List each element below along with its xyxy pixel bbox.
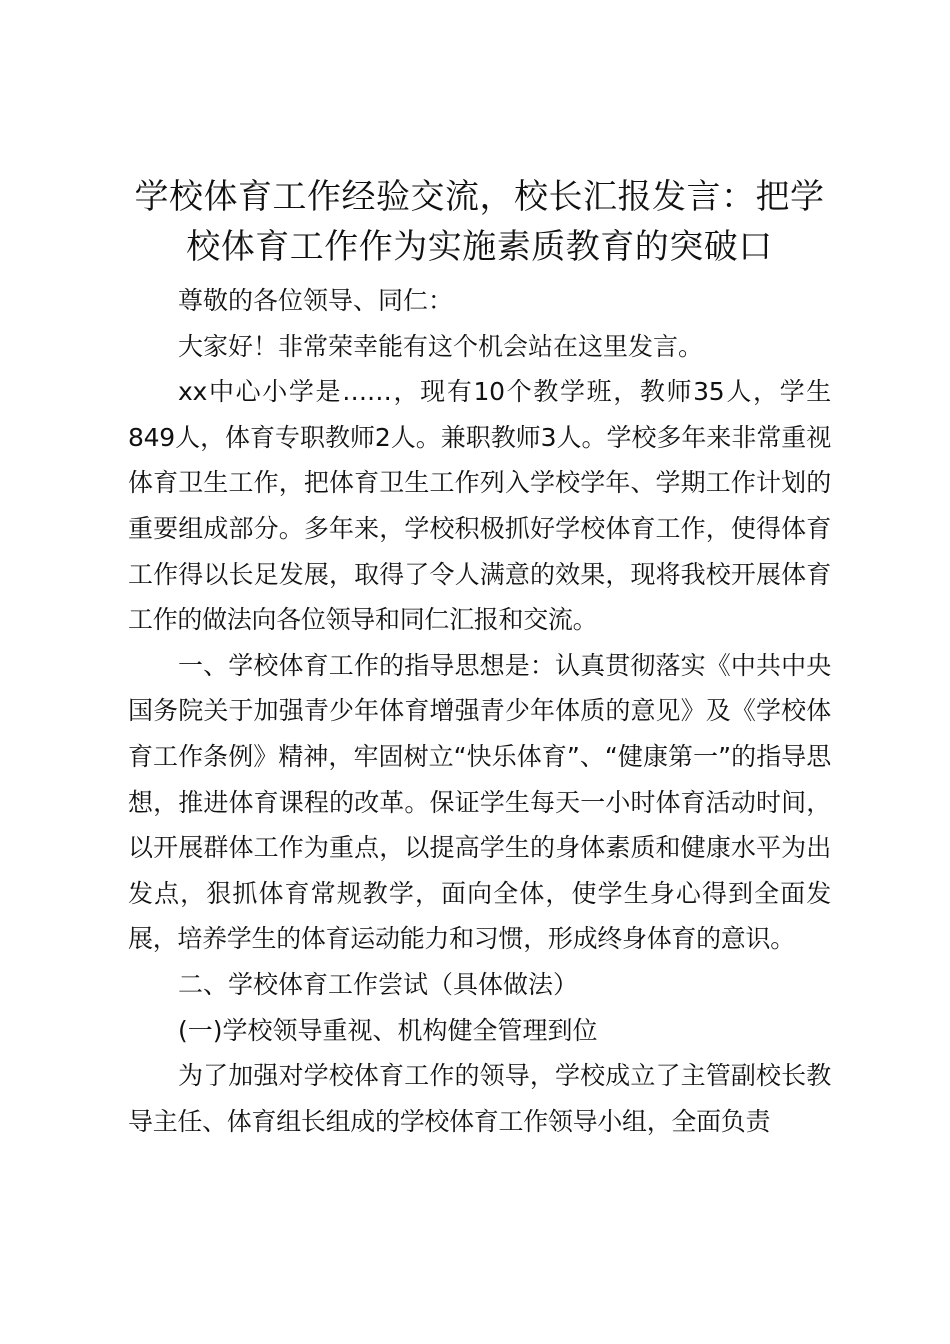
- document-title: 学校体育工作经验交流，校长汇报发言：把学校体育工作作为实施素质教育的突破口: [134, 177, 825, 267]
- section-heading-practices: 二、学校体育工作尝试（具体做法）: [178, 969, 579, 999]
- paragraph-leadership-group: 为了加强对学校体育工作的领导，学校成立了主管副校长教导主任、体育组长组成的学校体育工作领导小组，全面负责: [128, 1061, 831, 1136]
- subsection-heading-leadership: (一)学校领导重视、机构健全管理到位: [178, 1015, 598, 1045]
- paragraph-salutation: 尊敬的各位领导、同仁：: [178, 286, 454, 315]
- document-page: [128, 172, 831, 1144]
- paragraph-school-intro: xx中心小学是……，现有10个教学班，教师35人，学生849人，体育专职教师2人。兼职教师3人。学校多年来非常重视体育卫生工作，把体育卫生工作列入学校学年、学期工作计划的重要组成部分。多年来，学校积极抓好学校体育工作，使得体育工作得以长足发展，取得了令人满意的效果，现将我校开展体育工作的做法向各位领导和同仁汇报和交流。: [128, 377, 831, 635]
- paragraph-greeting: 大家好！非常荣幸能有这个机会站在这里发言。: [178, 331, 704, 361]
- paragraph-guiding-ideology: 一、学校体育工作的指导思想是：认真贯彻落实《中共中央国务院关于加强青少年体育增强青少年体质的意见》及《学校体育工作条例》精神，牢固树立“快乐体育”、“健康第一”的指导思想，推进体育课程的改革。保证学生每天一小时体育活动时间，以开展群体工作为重点，以提高学生的身体素质和健康水平为出发点，狠抓体育常规教学，面向全体，使学生身心得到全面发展，培养学生的体育运动能力和习惯，形成终身体育的意识。: [128, 650, 831, 954]
